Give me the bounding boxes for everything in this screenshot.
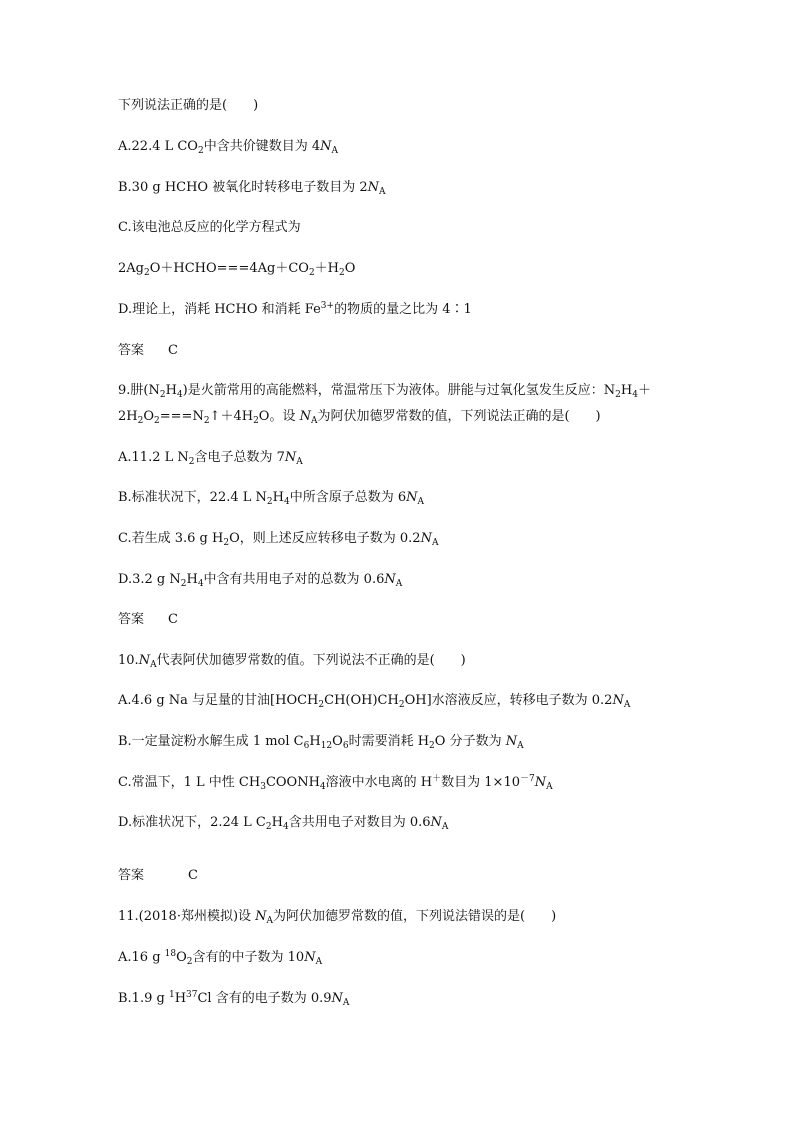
answer-line: 答案 C — [118, 343, 178, 358]
q10-option-b: B.一定量淀粉水解生成 1 mol $C_6H_{12}O_6$时需要消耗 $H_2O$ 分子数为 $N_A$ — [118, 734, 524, 751]
question-stem: 下列说法正确的是( ) — [118, 98, 259, 113]
q9-answer-line: 答案 C — [118, 612, 178, 627]
option-a: A.22.4 L $CO_2$中含共价键数目为 $4N_A$ — [118, 139, 338, 156]
q10-option-a: A.4.6 g Na 与足量的甘油$[HOCH_2CH(OH)CH_2OH]$水溶液反应，转移电子数为 $0.2N_A$ — [118, 693, 631, 710]
q9-option-c: C.若生成 3.6 g $H_2O$，则上述反应转移电子数为 $0.2N_A$ — [118, 531, 439, 548]
chemical-equation: $2Ag_2O+HCHO===4Ag+CO_2+H_2O$ — [118, 261, 356, 278]
q11-stem: 11.(2018·郑州模拟)设 $N_A$为阿伏加德罗常数的值，下列说法错误的是( ) — [118, 909, 557, 926]
q10-option-c: C.常温下，1 L 中性 $CH_3COONH_4$溶液中水电离的 H＋数目为 $1\times 10^{-7}N_A$ — [118, 774, 553, 792]
q9-option-d: D.3.2 g $N_2H_4$中含有共用电子对的总数为 $0.6N_A$ — [118, 572, 403, 589]
q10-answer-line: 答案 C — [118, 868, 198, 883]
q11-option-a: A.16 g $^{18}O_2$含有的中子数为 $10N_A$ — [118, 949, 323, 967]
q10-option-d: D.标准状况下，2.24 L $C_2H_4$含共用电子对数目为 $0.6N_A$ — [118, 815, 449, 832]
option-c: C.该电池总反应的化学方程式为 — [118, 220, 301, 235]
q9-option-a: A.11.2 L $N_2$含电子总数为 $7N_A$ — [118, 450, 303, 467]
q9-stem-line1: 9.肼$(N_2H_4)$是火箭常用的高能燃料，常温常压下为液体。肼能与过氧化氢发生反应：$N_2H_4+$ — [118, 383, 651, 400]
q10-stem: $10.N_A$代表阿伏加德罗常数的值。下列说法不正确的是( ) — [118, 653, 466, 670]
option-d: D.理论上，消耗 HCHO 和消耗 $Fe^{3+}$的物质的量之比为 4∶1 — [118, 301, 472, 317]
q9-option-b: B.标准状况下，22.4 L $N_2H_4$中所含原子总数为 $6N_A$ — [118, 490, 424, 507]
q9-stem-line2: $2H_2O_2===N_2↑+4H_2O$。设 $N_A$为阿伏加德罗常数的值，下列说法正确的是( ) — [118, 409, 601, 426]
option-b: B.30 g HCHO 被氧化时转移电子数目为 $2N_A$ — [118, 180, 386, 197]
q11-option-b: B.1.9 g $^1H^{37}Cl$ 含有的电子数为 $0.9N_A$ — [118, 990, 350, 1008]
